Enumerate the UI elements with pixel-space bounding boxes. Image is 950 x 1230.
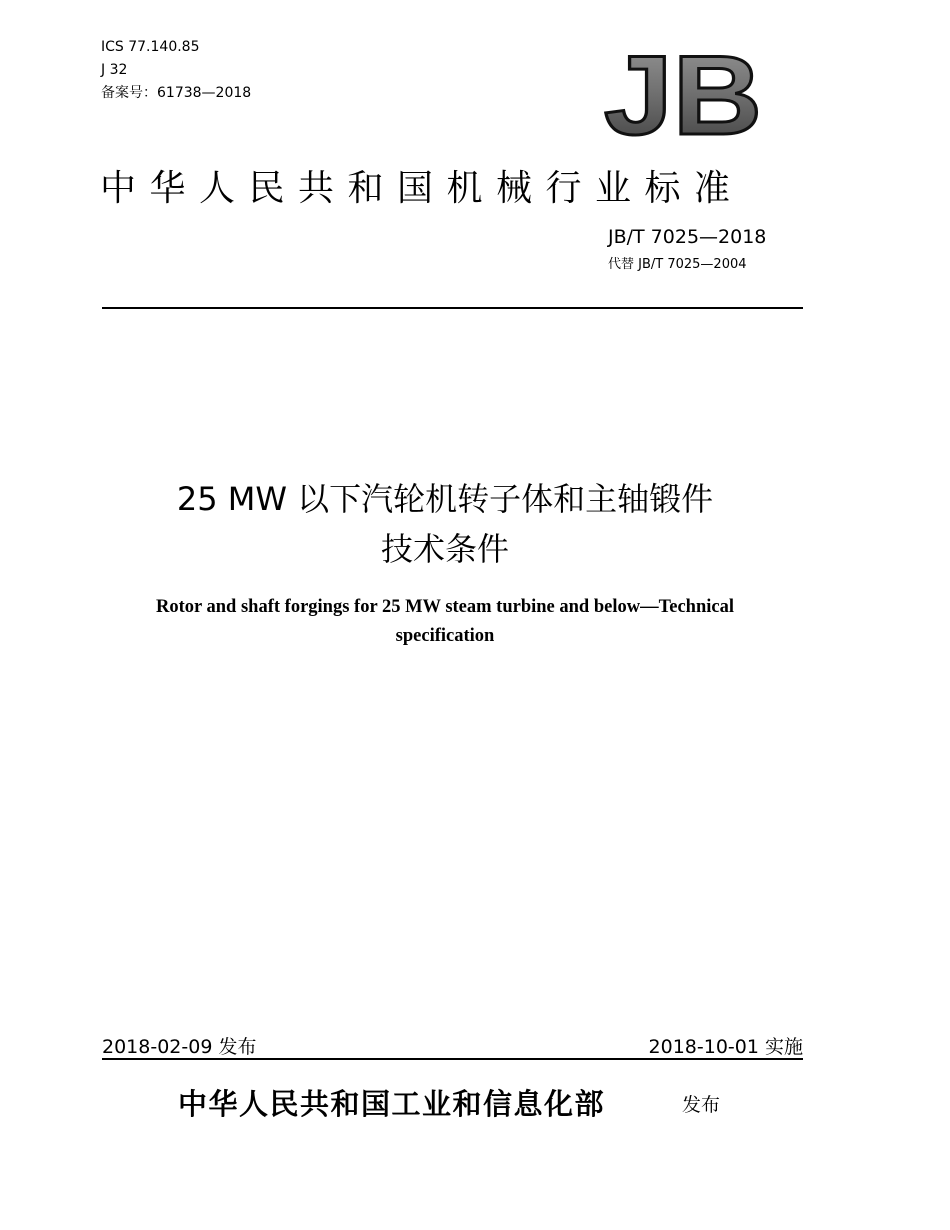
filing-number: 备案号：61738—2018 xyxy=(101,85,252,101)
ccs-code: J 32 xyxy=(101,62,128,78)
header-divider xyxy=(102,307,803,309)
issuing-authority-suffix: 发布 xyxy=(682,1094,721,1116)
jb-logo-text: JB xyxy=(604,42,762,142)
chinese-title-line1: 25 MW 以下汽轮机转子体和主轴锻件 xyxy=(176,480,714,518)
ics-code: ICS 77.140.85 xyxy=(101,39,200,55)
issue-date: 2018-02-09 发布 xyxy=(102,1036,257,1058)
english-title-line2: specification xyxy=(395,626,495,646)
standard-type-title: 中华人民共和国机械行业标准 xyxy=(100,168,744,209)
replaces-note: 代替 JB/T 7025—2004 xyxy=(608,257,747,272)
english-title-line1: Rotor and shaft forgings for 25 MW steam turbine and below—Technical xyxy=(156,597,734,617)
issuing-authority: 中华人民共和国工业和信息化部 xyxy=(178,1087,606,1121)
footer-divider xyxy=(102,1058,803,1060)
implementation-date: 2018-10-01 实施 xyxy=(648,1036,803,1058)
jb-logo xyxy=(600,42,770,142)
standard-code: JB/T 7025—2018 xyxy=(608,226,767,248)
chinese-title-line2: 技术条件 xyxy=(380,530,509,568)
